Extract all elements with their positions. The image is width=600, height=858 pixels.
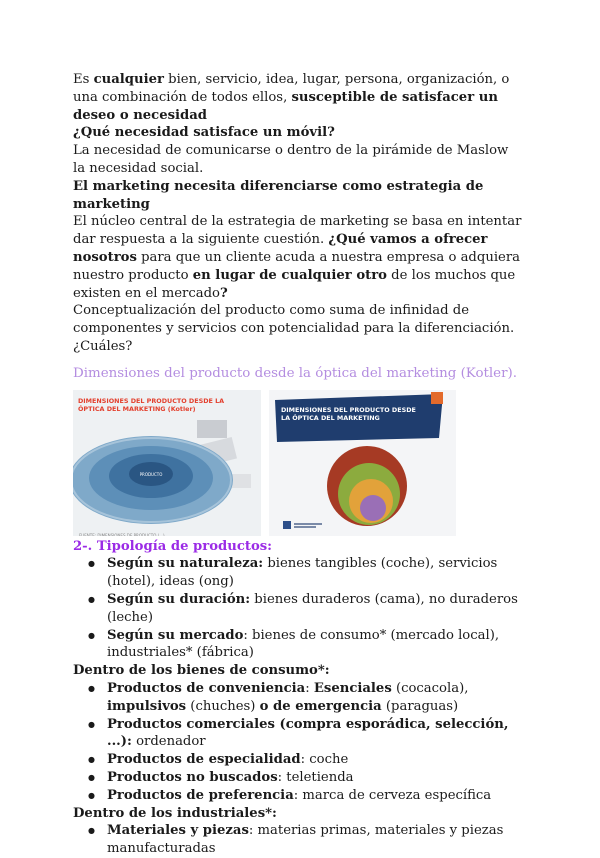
text: para que un cliente acuda a nuestra empresa o adquiera nuestro producto <box>73 249 521 283</box>
bold-text: ¿Qué vamos a ofrecer nosotros <box>73 232 488 265</box>
marketing-heading <box>73 178 523 214</box>
concept-paragraph: Conceptualización del producto como suma de infinidad de componentes y servicios con potencialidad para la diferenciación. ¿Cuáles? <box>73 303 515 354</box>
bold-text: en lugar de cualquier otro <box>192 267 387 283</box>
list-item <box>107 680 523 716</box>
text: ordenador <box>131 734 206 750</box>
industriales-list <box>73 822 523 858</box>
text: bienes tangibles (coche), servicios (hotel), ideas (ong) <box>107 556 498 590</box>
svg-text:PRODUCTO: PRODUCTO <box>139 471 163 477</box>
text: : bienes de consumo* (mercado local), industriales* (fábrica) <box>107 627 500 661</box>
text: : materias primas, materiales y piezas manufacturadas <box>107 823 504 857</box>
dimensions-heading: Dimensiones del producto desde la óptica del marketing (Kotler). <box>73 365 517 381</box>
answer-paragraph: La necesidad de comunicarse o dentro de la pirámide de Maslow la necesidad social. <box>73 143 509 176</box>
text: : coche <box>300 752 349 768</box>
bold-text: Esenciales <box>313 680 392 696</box>
bold-text: ? <box>219 285 228 301</box>
text: Es <box>73 72 94 87</box>
text: : marca de cerveza específica <box>293 787 492 803</box>
kotler-diagram-image <box>73 390 261 536</box>
bold-text: o de emergencia <box>259 698 382 714</box>
list-item <box>107 627 523 663</box>
list-item <box>107 555 523 591</box>
text: bienes duraderos (cama), no duraderos (leche) <box>107 591 518 625</box>
tipologia-list <box>73 555 523 662</box>
tipologia-heading: 2-. Tipología de productos: <box>73 538 273 554</box>
text: (paraguas) <box>381 698 459 714</box>
consumo-list <box>73 680 523 805</box>
document-body <box>73 71 523 858</box>
bold-text: Productos de preferencia <box>107 787 294 803</box>
text: : teletienda <box>277 769 354 785</box>
bold-text: Productos de especialidad <box>107 752 301 768</box>
text: (cocacola), <box>391 680 469 696</box>
list-item <box>107 822 523 858</box>
list-item <box>107 751 523 769</box>
bold-text: El marketing necesita diferenciarse como estrategia de marketing <box>73 178 484 212</box>
list-item <box>107 769 523 787</box>
bold-text: susceptible de satisfacer un deseo o necesidad <box>73 89 498 123</box>
text: (chuches) <box>186 698 260 714</box>
question-heading <box>73 124 523 142</box>
text: : <box>305 680 314 696</box>
bold-text: Productos comerciales (compra esporádica, selección, ...): <box>107 716 509 750</box>
bold-text: Productos no buscados <box>107 769 278 785</box>
definition-paragraph <box>73 71 523 124</box>
marketing-image-title: DIMENSIONES DEL PRODUCTO DESDE LA ÓPTICA DEL MARKETING <box>281 405 416 422</box>
bold-text: Materiales y piezas <box>107 823 249 839</box>
diagram-images <box>73 390 523 536</box>
bold-text: Según su naturaleza: <box>107 556 264 572</box>
list-item <box>107 787 523 805</box>
kotler-image-footer: FUENTE: DIMENSIONES DE PRODUCTO (...) <box>79 532 165 536</box>
bold-text: Dentro de los bienes de consumo*: <box>73 663 330 679</box>
text: El núcleo central de la estrategia de marketing se basa en intentar dar respuesta a la siguiente cuestión. <box>73 214 522 248</box>
bold-text: impulsivos <box>107 698 187 714</box>
bold-text: ¿Qué necesidad satisface un móvil? <box>73 125 335 141</box>
consumo-heading <box>73 662 523 680</box>
bold-text: Productos de conveniencia <box>107 680 306 696</box>
strategy-paragraph <box>73 213 523 302</box>
list-item <box>107 716 523 752</box>
text: bien, servicio, idea, lugar, persona, organización, o una combinación de todos ellos, <box>73 72 510 105</box>
bold-text: cualquier <box>93 72 164 87</box>
industriales-heading <box>73 805 523 823</box>
kotler-image-title: DIMENSIONES DEL PRODUCTO DESDE LA ÓPTICA DEL MARKETING (Kotler) <box>78 396 225 413</box>
marketing-diagram-image <box>269 390 456 536</box>
list-item <box>107 591 523 627</box>
bold-text: Según su duración: <box>107 591 251 607</box>
text: de los muchos que existen en el mercado <box>73 267 516 301</box>
bold-text: Dentro de los industriales*: <box>73 805 277 821</box>
bold-text: Según su mercado <box>107 627 244 643</box>
